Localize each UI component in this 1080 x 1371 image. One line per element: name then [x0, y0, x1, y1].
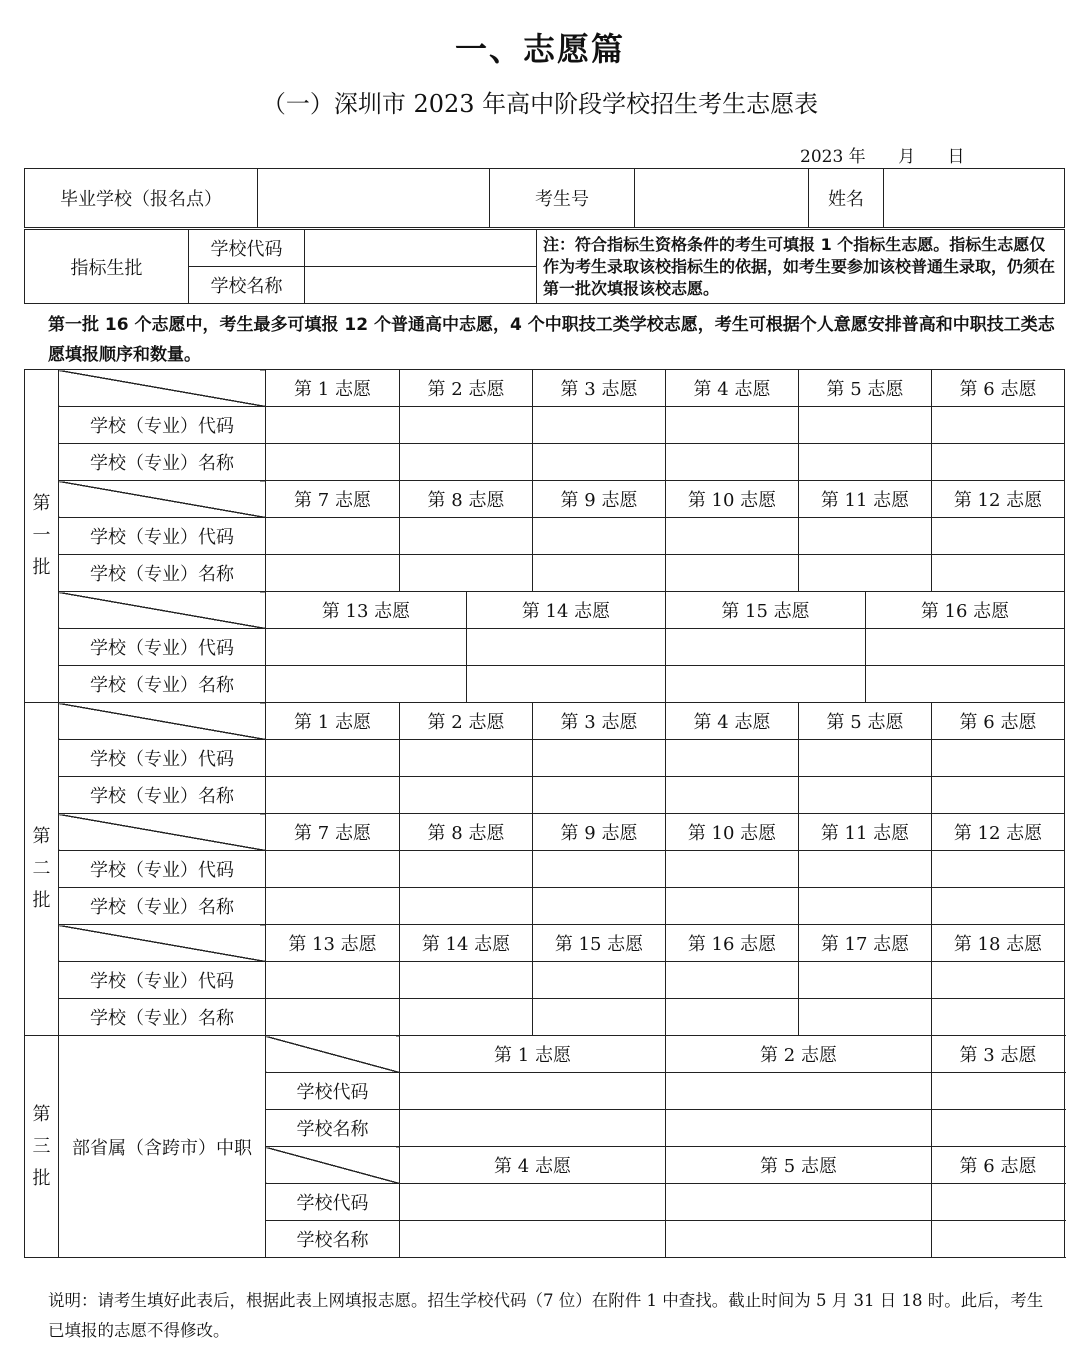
code-input-cell[interactable]: [932, 407, 1065, 444]
code-input-cell[interactable]: [666, 740, 799, 777]
name-input-cell[interactable]: [400, 777, 533, 814]
preference-header: 第 7 志愿: [266, 481, 400, 518]
name-input-cell[interactable]: [467, 666, 666, 703]
name-input-cell[interactable]: [266, 888, 400, 925]
batch2-label-char: 批: [32, 890, 51, 911]
name-input-cell[interactable]: [932, 444, 1065, 481]
name-input-cell[interactable]: [666, 555, 799, 592]
name-input-cell[interactable]: [533, 888, 666, 925]
quota-school-code-label: 学校代码: [189, 230, 305, 267]
preference-header: 第 9 志愿: [533, 481, 666, 518]
preference-header: 第 14 志愿: [400, 925, 533, 962]
diagonal-header-cell: [59, 703, 266, 740]
name-input-cell[interactable]: [932, 1110, 1065, 1147]
code-input-cell[interactable]: [666, 962, 799, 999]
date-line: 2023 年 月 日: [800, 147, 965, 167]
row-label-code: 学校（专业）代码: [59, 518, 266, 555]
name-input-cell[interactable]: [533, 777, 666, 814]
section-title: 一、志愿篇: [454, 30, 625, 68]
name-input-cell[interactable]: [799, 777, 932, 814]
code-input-cell[interactable]: [666, 518, 799, 555]
code-input-cell[interactable]: [533, 851, 666, 888]
batch2-label: [25, 703, 59, 1036]
preference-header: 第 7 志愿: [266, 814, 400, 851]
name-input-cell[interactable]: [932, 888, 1065, 925]
name-input-cell[interactable]: [533, 444, 666, 481]
row-label-name: 学校（专业）名称: [59, 444, 266, 481]
name-input-cell[interactable]: [932, 1221, 1065, 1258]
preference-header: 第 15 志愿: [533, 925, 666, 962]
applicant-info-table: [24, 168, 1065, 228]
row-label-name: 学校（专业）名称: [59, 999, 266, 1036]
quota-batch-label: 指标生批: [25, 230, 189, 304]
name-input-cell[interactable]: [266, 666, 467, 703]
preference-header: 第 1 志愿: [400, 1036, 666, 1073]
preference-header: 第 1 志愿: [266, 703, 400, 740]
name-label: 姓名: [809, 169, 884, 228]
row-label-name: 学校（专业）名称: [59, 666, 266, 703]
code-input-cell[interactable]: [400, 518, 533, 555]
name-input-cell[interactable]: [799, 555, 932, 592]
preference-header: 第 8 志愿: [400, 481, 533, 518]
name-input-cell[interactable]: [799, 999, 932, 1036]
diagonal-header-cell: [59, 481, 266, 518]
preference-header: 第 5 志愿: [799, 370, 932, 407]
batch1-label-char: 第: [32, 493, 51, 514]
code-input-cell[interactable]: [400, 740, 533, 777]
name-input-cell[interactable]: [932, 999, 1065, 1036]
diagonal-header-cell: [59, 814, 266, 851]
preference-header: 第 9 志愿: [533, 814, 666, 851]
quota-school-name-label: 学校名称: [189, 267, 305, 304]
preference-table: [24, 369, 1065, 1258]
name-input-cell[interactable]: [400, 999, 533, 1036]
code-input-cell[interactable]: [467, 629, 666, 666]
code-input-cell[interactable]: [932, 518, 1065, 555]
code-input-cell[interactable]: [799, 962, 932, 999]
code-input-cell[interactable]: [666, 1073, 932, 1110]
row-label-school-code: 学校代码: [266, 1184, 400, 1221]
code-input-cell[interactable]: [533, 407, 666, 444]
preference-header: 第 5 志愿: [666, 1147, 932, 1184]
preference-header: 第 2 志愿: [400, 703, 533, 740]
graduating-school-field[interactable]: [258, 169, 490, 228]
row-label-school-code: 学校代码: [266, 1073, 400, 1110]
code-input-cell[interactable]: [266, 851, 400, 888]
code-input-cell[interactable]: [799, 407, 932, 444]
code-input-cell[interactable]: [666, 851, 799, 888]
row-label-name: 学校（专业）名称: [59, 888, 266, 925]
row-label-code: 学校（专业）代码: [59, 407, 266, 444]
diagonal-header-cell: [59, 370, 266, 407]
preference-header: 第 4 志愿: [666, 703, 799, 740]
code-input-cell[interactable]: [932, 1073, 1065, 1110]
code-input-cell[interactable]: [666, 1184, 932, 1221]
preference-header: 第 4 志愿: [666, 370, 799, 407]
name-input-cell[interactable]: [799, 888, 932, 925]
name-input-cell[interactable]: [932, 555, 1065, 592]
student-number-label: 考生号: [490, 169, 635, 228]
preference-header: 第 8 志愿: [400, 814, 533, 851]
code-input-cell[interactable]: [400, 1184, 666, 1221]
quota-batch-table: [24, 229, 1065, 304]
row-label-code: 学校（专业）代码: [59, 851, 266, 888]
code-input-cell[interactable]: [533, 740, 666, 777]
row-label-school-name: 学校名称: [266, 1221, 400, 1258]
name-input-cell[interactable]: [266, 555, 400, 592]
code-input-cell[interactable]: [799, 740, 932, 777]
preference-header: 第 10 志愿: [666, 481, 799, 518]
batch1-label: [25, 370, 59, 703]
name-input-cell[interactable]: [799, 444, 932, 481]
preference-header: 第 13 志愿: [266, 925, 400, 962]
batch3-label-char: 三: [32, 1135, 51, 1157]
name-input-cell[interactable]: [266, 444, 400, 481]
code-input-cell[interactable]: [932, 1184, 1065, 1221]
preference-header: 第 12 志愿: [932, 481, 1065, 518]
diagonal-header-cell: [266, 1036, 400, 1073]
name-input-cell[interactable]: [666, 777, 799, 814]
preference-header: 第 11 志愿: [799, 481, 932, 518]
preference-header: 第 6 志愿: [932, 370, 1065, 407]
preference-header: 第 11 志愿: [799, 814, 932, 851]
batch1-instructions: 第一批 16 个志愿中，考生最多可填报 12 个普通高中志愿，4 个中职技工类学校志愿，考生可根据个人意愿安排普高和中职技工类志愿填报顺序和数量。: [48, 315, 1055, 365]
code-input-cell[interactable]: [400, 962, 533, 999]
row-label-code: 学校（专业）代码: [59, 629, 266, 666]
preference-header: 第 5 志愿: [799, 703, 932, 740]
preference-header: 第 3 志愿: [533, 703, 666, 740]
name-input-cell[interactable]: [400, 1221, 666, 1258]
footer-note: 说明：请考生填好此表后，根据此表上网填报志愿。招生学校代码（7 位）在附件 1 中查找。截止时间为 5 月 31 日 18 时。此后，考生已填报的志愿不得修改。: [48, 1291, 1044, 1340]
row-label-name: 学校（专业）名称: [59, 555, 266, 592]
name-input-cell[interactable]: [266, 999, 400, 1036]
name-input-cell[interactable]: [866, 666, 1065, 703]
row-label-code: 学校（专业）代码: [59, 740, 266, 777]
name-input-cell[interactable]: [666, 1221, 932, 1258]
preference-header: 第 12 志愿: [932, 814, 1065, 851]
row-label-code: 学校（专业）代码: [59, 962, 266, 999]
row-label-name: 学校（专业）名称: [59, 777, 266, 814]
batch3-label-char: 批: [32, 1167, 51, 1189]
preference-header: 第 16 志愿: [866, 592, 1065, 629]
name-input-cell[interactable]: [666, 666, 866, 703]
batch3-label-char: 第: [32, 1103, 51, 1125]
quota-note: 注：符合指标生资格条件的考生可填报 1 个指标生志愿。指标生志愿仅作为考生录取该校指标生的依据，如考生要参加该校普通生录取，仍须在第一批次填报该校志愿。: [537, 230, 1065, 304]
code-input-cell[interactable]: [666, 629, 866, 666]
preference-header: 第 14 志愿: [467, 592, 666, 629]
code-input-cell[interactable]: [266, 962, 400, 999]
name-input-cell[interactable]: [400, 1110, 666, 1147]
name-input-cell[interactable]: [666, 999, 799, 1036]
code-input-cell[interactable]: [266, 629, 467, 666]
preference-header: 第 6 志愿: [932, 703, 1065, 740]
batch3-category: 部省属（含跨市）中职: [59, 1036, 266, 1258]
form-title: （一）深圳市 2023 年高中阶段学校招生考生志愿表: [261, 90, 819, 118]
code-input-cell[interactable]: [866, 629, 1065, 666]
preference-header: 第 13 志愿: [266, 592, 467, 629]
code-input-cell[interactable]: [799, 851, 932, 888]
preference-header: 第 17 志愿: [799, 925, 932, 962]
row-label-school-name: 学校名称: [266, 1110, 400, 1147]
code-input-cell[interactable]: [932, 740, 1065, 777]
code-input-cell[interactable]: [266, 518, 400, 555]
preference-header: 第 2 志愿: [400, 370, 533, 407]
preference-header: 第 6 志愿: [932, 1147, 1065, 1184]
preference-header: 第 2 志愿: [666, 1036, 932, 1073]
name-input-cell[interactable]: [266, 777, 400, 814]
code-input-cell[interactable]: [266, 407, 400, 444]
code-input-cell[interactable]: [266, 740, 400, 777]
code-input-cell[interactable]: [400, 1073, 666, 1110]
code-input-cell[interactable]: [400, 851, 533, 888]
preference-header: 第 15 志愿: [666, 592, 866, 629]
diagonal-header-cell: [266, 1147, 400, 1184]
code-input-cell[interactable]: [533, 962, 666, 999]
name-input-cell[interactable]: [533, 999, 666, 1036]
preference-header: 第 18 志愿: [932, 925, 1065, 962]
graduating-school-label: 毕业学校（报名点）: [25, 169, 258, 228]
code-input-cell[interactable]: [533, 518, 666, 555]
code-input-cell[interactable]: [799, 518, 932, 555]
code-input-cell[interactable]: [400, 407, 533, 444]
batch1-label-char: 批: [32, 557, 51, 578]
batch2-label-char: 二: [32, 858, 51, 879]
name-input-cell[interactable]: [400, 555, 533, 592]
preference-header: 第 3 志愿: [932, 1036, 1065, 1073]
diagonal-header-cell: [59, 925, 266, 962]
batch3-label: [25, 1036, 59, 1258]
preference-header: 第 16 志愿: [666, 925, 799, 962]
preference-header: 第 10 志愿: [666, 814, 799, 851]
name-input-cell[interactable]: [666, 888, 799, 925]
diagonal-header-cell: [59, 592, 266, 629]
preference-header: 第 4 志愿: [400, 1147, 666, 1184]
name-input-cell[interactable]: [932, 777, 1065, 814]
student-number-field[interactable]: [635, 169, 809, 228]
name-input-cell[interactable]: [666, 1110, 932, 1147]
batch2-label-char: 第: [32, 826, 51, 847]
name-input-cell[interactable]: [400, 444, 533, 481]
preference-header: 第 1 志愿: [266, 370, 400, 407]
batch1-label-char: 一: [32, 525, 51, 546]
name-input-cell[interactable]: [666, 444, 799, 481]
name-input-cell[interactable]: [400, 888, 533, 925]
code-input-cell[interactable]: [932, 962, 1065, 999]
quota-school-code-field[interactable]: [305, 230, 537, 267]
code-input-cell[interactable]: [666, 407, 799, 444]
name-field[interactable]: [884, 169, 1065, 228]
code-input-cell[interactable]: [932, 851, 1065, 888]
quota-school-name-field[interactable]: [305, 267, 537, 304]
name-input-cell[interactable]: [533, 555, 666, 592]
preference-header: 第 3 志愿: [533, 370, 666, 407]
